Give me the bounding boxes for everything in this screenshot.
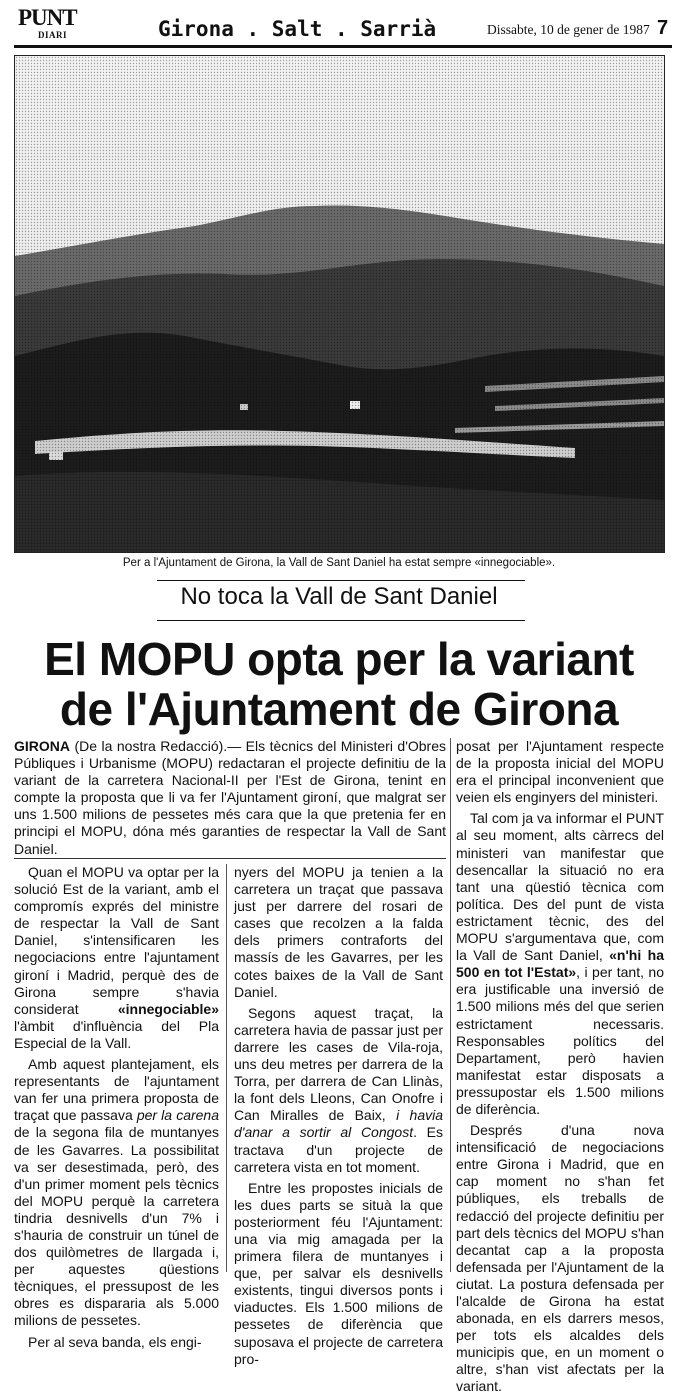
photo-caption: Per a l'Ajuntament de Girona, la Vall de Sant Daniel ha estat sempre «innegociable».	[122, 557, 556, 569]
text-run: . Es tractava d'un projecte de carretera vista en tot moment.	[234, 1124, 443, 1175]
emphasis-text: «innegociable»	[117, 1000, 219, 1017]
paragraph: Entre les propostes inicials de les dues parts se situà la que posteriorment féu l'Ajuntament: una via mig amagada per la primera filera de muntanyes i que, per salvar els desnivells existents, tingui diversos ponts i viaductes. Els 1.500 milions de pessetes de diferència que suposava el projecte de carretera pro-	[234, 1179, 443, 1367]
lead-paragraph	[14, 738, 446, 862]
logo-sub-text: DIARI	[38, 30, 68, 40]
article-column-1	[14, 864, 219, 1355]
kicker-rule-top	[157, 580, 525, 581]
landscape-photo	[14, 55, 665, 553]
section-title: Girona . Salt . Sarrià	[158, 17, 437, 41]
paragraph	[14, 864, 219, 1052]
paragraph	[456, 810, 664, 1118]
article-column-2	[234, 864, 443, 1372]
header-rule	[14, 45, 672, 48]
text-run: Amb aquest plantejament, els representants de l'ajuntament van fer una primera proposta de traçat que passava	[14, 1056, 219, 1124]
article-column-3	[456, 738, 664, 1400]
text-run: , i per tant, no era justificable una inversió de 1.500 milions més del que serien estrictament necessaris. Responsables polítics del Departament, però havien manifestat estar disposats a pressupostar els 1.500 milions de diferència.	[456, 964, 664, 1117]
dateline-place: GIRONA	[14, 738, 70, 754]
column-divider	[450, 738, 451, 1272]
italic-text: per la carena	[136, 1107, 219, 1124]
text-run: de la segona fila de muntanyes de les Gavarres. La possibilitat va ser desestimada, però, des d'un primer moment pels tècnics del MOPU perquè la carretera tindria desnivells d'un 7% i s'hauria de construir un túnel de dos quilòmetres de llargada i, per aquestes qüestions tècniques, el pressupost de les obres es dispararia als 5.000 milions de pessetes.	[14, 1124, 219, 1329]
italic-text: i havia d'anar a sortir al Congost	[234, 1107, 444, 1141]
headline-line-2: de l'Ajuntament de Girona	[59, 683, 619, 735]
emphasis-text: «n'hi ha 500 en tot l'Estat»	[456, 947, 664, 981]
paragraph: Després d'una nova intensificació de negociacions entre Girona i Madrid, que en cap moment no s'han fet públiques, els treballs de redacció del projecte definitiu per part dels tècnics del MOPU s'han decantat cap a la proposta defensada per l'Ajuntament de la ciutat. La postura defensada per l'alcalde de Girona ha estat abonada, en els darrers mesos, per tots els alcaldes dels municipis que, en un moment o altre, s'han vist afectats per la variant.	[456, 1122, 664, 1395]
lead-text: (De la nostra Redacció).— Els tècnics del Ministeri d'Obres Públiques i Urbanisme (MOPU) redactaran el projecte definitiu de la variant de la carretera Nacional-II per l'Est de Girona, tenint en compte la proposta que li va fer l'Ajuntament gironí, que malgrat ser uns 1.500 milions de pessetes més cara que la que pretenia fer en principi el MOPU, dóna més garanties de respectar la Vall de Sant Daniel.	[14, 738, 446, 857]
logo-main-text: PUNT	[18, 5, 77, 30]
text-run: Segons aquest traçat, la carretera havia de passar just per darrere les cases de Vila-roja, uns deu metres per darrera de la Torra, per darrera de Can Llinàs, la font dels Lleons, Can Onofre i Can Miralles de Baix,	[234, 1004, 443, 1124]
paragraph: posat per l'Ajuntament respecte de la proposta inicial del MOPU era el principal inconvenient que veien els enginyers del ministeri.	[456, 738, 664, 806]
newspaper-logo	[18, 6, 78, 40]
paragraph	[234, 1005, 443, 1176]
kicker-rule-bottom	[157, 620, 525, 621]
page-number: 7	[657, 17, 669, 39]
text-run: Tal com ja va informar el PUNT al seu moment, alts càrrecs del ministeri van manifestar que desencallar la situació no era tant una qüestió tècnica com política. Des del punt de vista estrictament tècnic, des del MOPU s'argumentava que, com la Vall de Sant Daniel,	[456, 810, 664, 964]
headline-line-1: El MOPU opta per la variant	[44, 633, 634, 685]
paragraph: Per al seva banda, els engi-	[28, 1333, 202, 1350]
paragraph: nyers del MOPU ja tenien a la carretera un traçat que passava just per darrere del rosari de cases que recolzen a la falda dels primers contraforts del massís de les Gavarres, per les cotes baixes de la Vall de Sant Daniel.	[234, 864, 443, 1000]
issue-date: Dissabte, 10 de gener de 1987	[487, 22, 650, 37]
kicker: No toca la Vall de Sant Daniel	[180, 583, 498, 610]
text-run: l'àmbit d'influència del Pla Especial de la Vall.	[14, 1017, 219, 1051]
text-run: Quan el MOPU va optar per la solució Est de la variant, amb el compromís exprés del ministre de respectar la Vall de Sant Daniel, s'intensificaren les negociacions entre l'ajuntament gironí i Madrid, perquè des de Girona sempre s'havia considerat	[14, 864, 219, 1017]
paragraph	[14, 1056, 219, 1330]
column-divider	[226, 864, 227, 1272]
lead-rule	[14, 858, 446, 859]
